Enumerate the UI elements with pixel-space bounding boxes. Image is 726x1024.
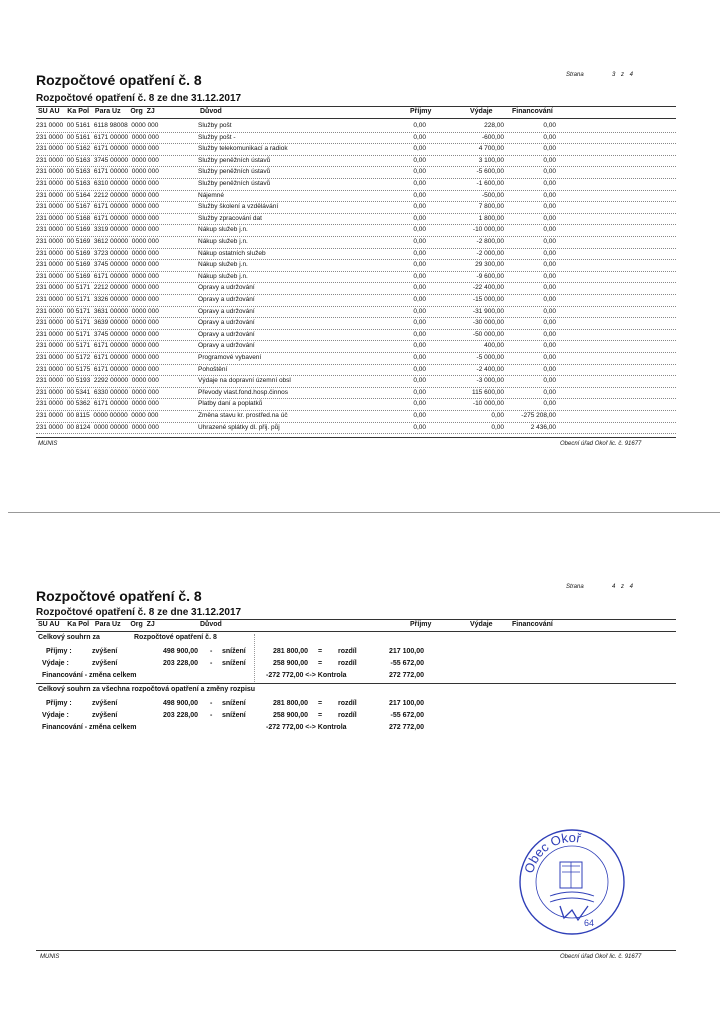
row-financing: 0,00 (543, 261, 556, 269)
summary2-income-diff-label: rozdíl (338, 700, 357, 707)
row-income: 0,00 (413, 203, 426, 211)
summary2-income-minus: 281 800,00 (272, 700, 308, 707)
row-code: 231 0000 00 5172 6171 00000 0000 000 (36, 354, 159, 361)
row-financing: 0,00 (543, 168, 556, 176)
summary2-income-plus: 498 900,00 (162, 700, 198, 707)
table-row (36, 155, 676, 167)
row-income: 0,00 (413, 272, 426, 280)
row-reason: Služby pošt (198, 122, 232, 129)
row-expense: -5 600,00 (476, 168, 504, 176)
row-code: 231 0000 00 5171 3745 00000 0000 000 (36, 330, 159, 338)
summary1-income-diff: 217 100,00 (388, 648, 424, 655)
summary1-financing-check: 272 772,00 (388, 672, 424, 679)
row-expense: -50 000,00 (472, 330, 504, 338)
row-financing: 0,00 (543, 377, 556, 385)
table-row (36, 236, 676, 248)
row-divider (36, 433, 676, 434)
summary1-expense-kind: zvýšení (92, 660, 118, 667)
row-reason: Služby školení a vzdělávání (198, 203, 279, 211)
row-reason: Převody vlast.fond.hosp.činnos (198, 388, 288, 396)
table-row (36, 364, 676, 376)
row-code: 231 0000 00 5163 3745 00000 0000 000 (36, 156, 159, 164)
summary1-income-minus: 281 800,00 (272, 648, 308, 655)
row-financing: 0,00 (543, 133, 556, 141)
table-row (36, 248, 676, 260)
row-reason: Pohoštění (198, 365, 228, 373)
summary2-expense-kind: zvýšení (92, 712, 118, 719)
row-expense: 29 300,00 (475, 261, 504, 269)
row-code: 231 0000 00 5193 2292 00000 0000 000 (36, 377, 159, 385)
table-row (36, 340, 676, 352)
row-income: 0,00 (413, 180, 426, 187)
page1-header-top-rule (36, 106, 676, 107)
page2-header-bottom-rule (36, 631, 676, 632)
summary1-expense-label: Výdaje : (42, 660, 69, 667)
summary2-financing-value: -272 772,00 <-> Kontrola (266, 724, 347, 731)
page2-page-number: 4 z 4 (612, 584, 634, 590)
row-financing: 0,00 (543, 330, 556, 338)
row-code: 231 0000 00 5169 3319 00000 0000 000 (36, 226, 159, 234)
summary1-expense-diff: -55 672,00 (390, 660, 424, 667)
table-row (36, 213, 676, 225)
row-reason: Nákup služeb j.n. (198, 238, 248, 245)
row-expense: -10 000,00 (472, 400, 504, 408)
row-expense: -3 000,00 (476, 377, 504, 385)
table-row (36, 329, 676, 341)
summary1-income-diff-label: rozdíl (338, 648, 357, 655)
row-reason: Opravy a udržování (198, 319, 255, 327)
page1-strana-label: Strana (566, 72, 584, 78)
row-code: 231 0000 00 5175 6171 00000 0000 000 (36, 365, 159, 373)
page2-header-top-rule (36, 619, 676, 620)
row-reason: Nájemné (198, 191, 225, 199)
row-financing: 0,00 (543, 145, 556, 153)
page2-subtitle: Rozpočtové opatření č. 8 ze dne 31.12.2017 (36, 607, 242, 618)
row-financing: 0,00 (543, 156, 556, 164)
row-financing: 0,00 (543, 307, 556, 315)
row-expense: -5 000,00 (476, 354, 504, 361)
row-code: 231 0000 00 5169 3612 00000 0000 000 (36, 238, 159, 245)
table-row (36, 271, 676, 283)
row-financing: 0,00 (543, 365, 556, 373)
row-reason: Nákup služeb j.n. (198, 261, 248, 269)
summary1-expense-diff-label: rozdíl (338, 660, 357, 667)
page1-table-bottom-rule (36, 437, 676, 438)
summary2-income-minus-label: snížení (222, 700, 246, 707)
summary1-income-minus-label: snížení (222, 648, 246, 655)
table-row (36, 306, 676, 318)
table-row (36, 410, 676, 422)
row-income: 0,00 (413, 412, 426, 419)
table-row (36, 259, 676, 271)
row-code: 231 0000 00 5168 6171 00000 0000 000 (36, 214, 159, 222)
row-code: 231 0000 00 8115 0000 00000 0000 000 (36, 412, 159, 419)
row-financing: 0,00 (543, 191, 556, 199)
row-reason: Služby zpracování dat (198, 214, 262, 222)
table-row (36, 120, 676, 132)
row-code: 231 0000 00 5169 3745 00000 0000 000 (36, 261, 159, 269)
row-reason: Služby telekomunikací a radiok (198, 145, 288, 153)
row-expense: -2 400,00 (476, 365, 504, 373)
page2-header-income: Příjmy (410, 621, 432, 628)
table-row (36, 190, 676, 202)
row-income: 0,00 (413, 377, 426, 385)
page1-footer-left: MUNIS (38, 441, 58, 447)
summary2-expense-diff: -55 672,00 (390, 712, 424, 719)
row-reason: Služby peněžních ústavů (198, 156, 271, 164)
page2-header-code: SU AU Ka Pol Para Uz Org ZJ (38, 621, 155, 628)
row-code: 231 0000 00 5164 2212 00000 0000 000 (36, 191, 159, 199)
page1-header-income: Příjmy (410, 108, 432, 115)
row-income: 0,00 (413, 388, 426, 396)
row-expense: -2 800,00 (476, 238, 504, 245)
summary2-financing-check: 272 772,00 (388, 724, 424, 731)
row-income: 0,00 (413, 191, 426, 199)
row-code: 231 0000 00 5161 6171 00000 0000 000 (36, 133, 159, 141)
row-reason: Opravy a udržování (198, 330, 255, 338)
table-row (36, 317, 676, 329)
row-reason: Změna stavu kr. prostřed.na úč (198, 412, 288, 419)
table-row (36, 201, 676, 213)
row-reason: Nákup služeb j.n. (198, 272, 248, 280)
table-row (36, 178, 676, 190)
row-reason: Nákup ostatních služeb (198, 249, 266, 257)
row-financing: 0,00 (543, 238, 556, 245)
row-income: 0,00 (413, 423, 426, 431)
row-income: 0,00 (413, 133, 426, 141)
row-income: 0,00 (413, 296, 426, 303)
summary1-income-plus: 498 900,00 (162, 648, 198, 655)
row-expense: -500,00 (481, 191, 504, 199)
row-code: 231 0000 00 5169 6171 00000 0000 000 (36, 272, 159, 280)
page2-title: Rozpočtové opatření č. 8 (36, 588, 202, 604)
row-expense: -15 000,00 (472, 296, 504, 303)
page1-header-bottom-rule (36, 118, 676, 119)
row-code: 231 0000 00 5171 2212 00000 0000 000 (36, 284, 159, 292)
row-reason: Služby peněžních ústavů (198, 168, 271, 176)
row-expense: 1 800,00 (478, 214, 504, 222)
table-row (36, 352, 676, 364)
row-income: 0,00 (413, 319, 426, 327)
row-expense: 0,00 (491, 412, 504, 419)
summary2-expense-minus-label: snížení (222, 712, 246, 719)
row-code: 231 0000 00 5171 3631 00000 0000 000 (36, 307, 159, 315)
row-expense: 115 600,00 (471, 388, 504, 396)
summary2-income-label: Příjmy : (46, 700, 72, 707)
row-financing: 0,00 (543, 214, 556, 222)
row-financing: 0,00 (543, 296, 556, 303)
page2-footer-rule (36, 950, 676, 951)
row-code: 231 0000 00 5362 6171 00000 0000 000 (36, 400, 159, 408)
row-financing: 2 436,00 (530, 423, 556, 431)
row-code: 231 0000 00 5163 6310 00000 0000 000 (36, 180, 159, 187)
row-income: 0,00 (413, 122, 426, 129)
row-reason: Programové vybavení (198, 354, 262, 361)
stamp-inner-ring (536, 846, 608, 918)
summary1-expense-minus: 258 900,00 (272, 660, 308, 667)
row-financing: -275 208,00 (521, 412, 556, 419)
row-financing: 0,00 (543, 226, 556, 234)
row-income: 0,00 (413, 400, 426, 408)
row-expense: -600,00 (481, 133, 504, 141)
table-row (36, 132, 676, 144)
table-row (36, 224, 676, 236)
page1-header-code: SU AU Ka Pol Para Uz Org ZJ (38, 108, 155, 115)
row-financing: 0,00 (543, 342, 556, 350)
table-row (36, 166, 676, 178)
summary2-income-kind: zvýšení (92, 700, 118, 707)
row-reason: Opravy a udržování (198, 307, 255, 315)
row-expense: -1 600,00 (476, 180, 504, 187)
row-income: 0,00 (413, 249, 426, 257)
summary2-income-diff: 217 100,00 (388, 700, 424, 707)
row-financing: 0,00 (543, 203, 556, 211)
summary2-expense-label: Výdaje : (42, 712, 69, 719)
row-reason: Opravy a udržování (198, 342, 255, 350)
summary1-income-label: Příjmy : (46, 648, 72, 655)
row-income: 0,00 (413, 214, 426, 222)
row-income: 0,00 (413, 238, 426, 245)
page-separator (8, 512, 720, 513)
row-reason: Platby daní a poplatků (198, 400, 263, 408)
row-reason: Služby peněžních ústavů (198, 180, 271, 187)
row-income: 0,00 (413, 330, 426, 338)
row-income: 0,00 (413, 365, 426, 373)
summary1-expense-plus: 203 228,00 (162, 660, 198, 667)
row-expense: 228,00 (484, 122, 504, 129)
row-income: 0,00 (413, 307, 426, 315)
table-row (36, 387, 676, 399)
page1-title: Rozpočtové opatření č. 8 (36, 72, 202, 88)
summary2-financing-label: Financování - změna celkem (42, 724, 137, 731)
page2-strana-label: Strana (566, 584, 584, 590)
row-code: 231 0000 00 5171 3326 00000 0000 000 (36, 296, 159, 303)
row-expense: 4 700,00 (478, 145, 504, 153)
row-reason: Služby pošt - (198, 133, 236, 141)
page2-footer-left: MUNIS (40, 954, 60, 960)
summary1-income-kind: zvýšení (92, 648, 118, 655)
summary1-ref: Rozpočtové opatření č. 8 (134, 634, 217, 641)
row-code: 231 0000 00 5341 6330 00000 0000 000 (36, 388, 159, 396)
page1-page-number: 3 z 4 (612, 72, 634, 78)
summary2-expense-minus: 258 900,00 (272, 712, 308, 719)
page2-header-reason: Důvod (200, 621, 222, 628)
table-row (36, 375, 676, 387)
page1-footer-right: Obecní úřad Okoř lic. č. 91677 (560, 441, 642, 447)
row-income: 0,00 (413, 261, 426, 269)
row-code: 231 0000 00 5162 6171 00000 0000 000 (36, 145, 159, 153)
row-expense: 400,00 (484, 342, 504, 350)
row-code: 231 0000 00 5167 6171 00000 0000 000 (36, 203, 159, 211)
row-reason: Výdaje na dopravní územní obsl (198, 377, 291, 385)
table-row (36, 143, 676, 155)
summary1-label: Celkový souhrn za (38, 634, 100, 641)
summary2-label: Celkový souhrn za všechna rozpočtová opatření a změny rozpisu (38, 686, 256, 693)
page2-header-expense: Výdaje (470, 621, 493, 628)
summary1-bottom-rule (36, 683, 676, 684)
row-reason: Uhrazené splátky dl. přij. půj (198, 423, 280, 431)
row-expense: -30 000,00 (472, 319, 504, 327)
row-financing: 0,00 (543, 180, 556, 187)
row-financing: 0,00 (543, 354, 556, 361)
row-financing: 0,00 (543, 388, 556, 396)
row-financing: 0,00 (543, 319, 556, 327)
page1-subtitle: Rozpočtové opatření č. 8 ze dne 31.12.2017 (36, 93, 242, 104)
summary2-expense-diff-label: rozdíl (338, 712, 357, 719)
row-code: 231 0000 00 5171 6171 00000 0000 000 (36, 342, 159, 350)
row-expense: -10 000,00 (472, 226, 504, 234)
row-income: 0,00 (413, 145, 426, 153)
row-expense: -31 900,00 (472, 307, 504, 315)
summary1-expense-minus-label: snížení (222, 660, 246, 667)
table-row (36, 398, 676, 410)
row-financing: 0,00 (543, 284, 556, 292)
row-expense: 7 800,00 (478, 203, 504, 211)
row-income: 0,00 (413, 226, 426, 234)
row-financing: 0,00 (543, 249, 556, 257)
row-code: 231 0000 00 5169 3723 00000 0000 000 (36, 249, 159, 257)
row-financing: 0,00 (543, 400, 556, 408)
row-code: 231 0000 00 5161 6118 98008 0000 000 (36, 122, 159, 129)
row-financing: 0,00 (543, 272, 556, 280)
summary1-financing-value: -272 772,00 <-> Kontrola (266, 672, 347, 679)
row-expense: -2 000,00 (476, 249, 504, 257)
summary1-divider (254, 634, 255, 684)
stamp-text: Obec Okoř (521, 829, 582, 875)
page1-header-reason: Důvod (200, 108, 222, 115)
table-row (36, 282, 676, 294)
row-code: 231 0000 00 8124 0000 00000 0000 000 (36, 423, 159, 431)
row-reason: Nákup služeb j.n. (198, 226, 248, 234)
page1-header-expense: Výdaje (470, 108, 493, 115)
stamp-number: 64 (584, 918, 595, 928)
summary1-financing-label: Financování - změna celkem (42, 672, 137, 679)
row-expense: -22 400,00 (472, 284, 504, 292)
page2-header-financing: Financování (512, 621, 553, 628)
official-stamp (516, 826, 628, 938)
table-row (36, 422, 676, 434)
page2-footer-right: Obecní úřad Okoř lic. č. 91677 (560, 954, 642, 960)
row-code: 231 0000 00 5171 3639 00000 0000 000 (36, 319, 159, 327)
table-row (36, 294, 676, 306)
row-income: 0,00 (413, 354, 426, 361)
page1-header-financing: Financování (512, 108, 553, 115)
summary2-expense-plus: 203 228,00 (162, 712, 198, 719)
row-expense: -9 600,00 (476, 272, 504, 280)
row-expense: 0,00 (491, 423, 504, 431)
row-reason: Opravy a udržování (198, 284, 255, 292)
row-code: 231 0000 00 5163 6171 00000 0000 000 (36, 168, 159, 176)
row-income: 0,00 (413, 342, 426, 350)
row-income: 0,00 (413, 168, 426, 176)
row-reason: Opravy a udržování (198, 296, 255, 303)
row-expense: 3 100,00 (478, 156, 504, 164)
row-income: 0,00 (413, 156, 426, 164)
row-income: 0,00 (413, 284, 426, 292)
row-financing: 0,00 (543, 122, 556, 129)
